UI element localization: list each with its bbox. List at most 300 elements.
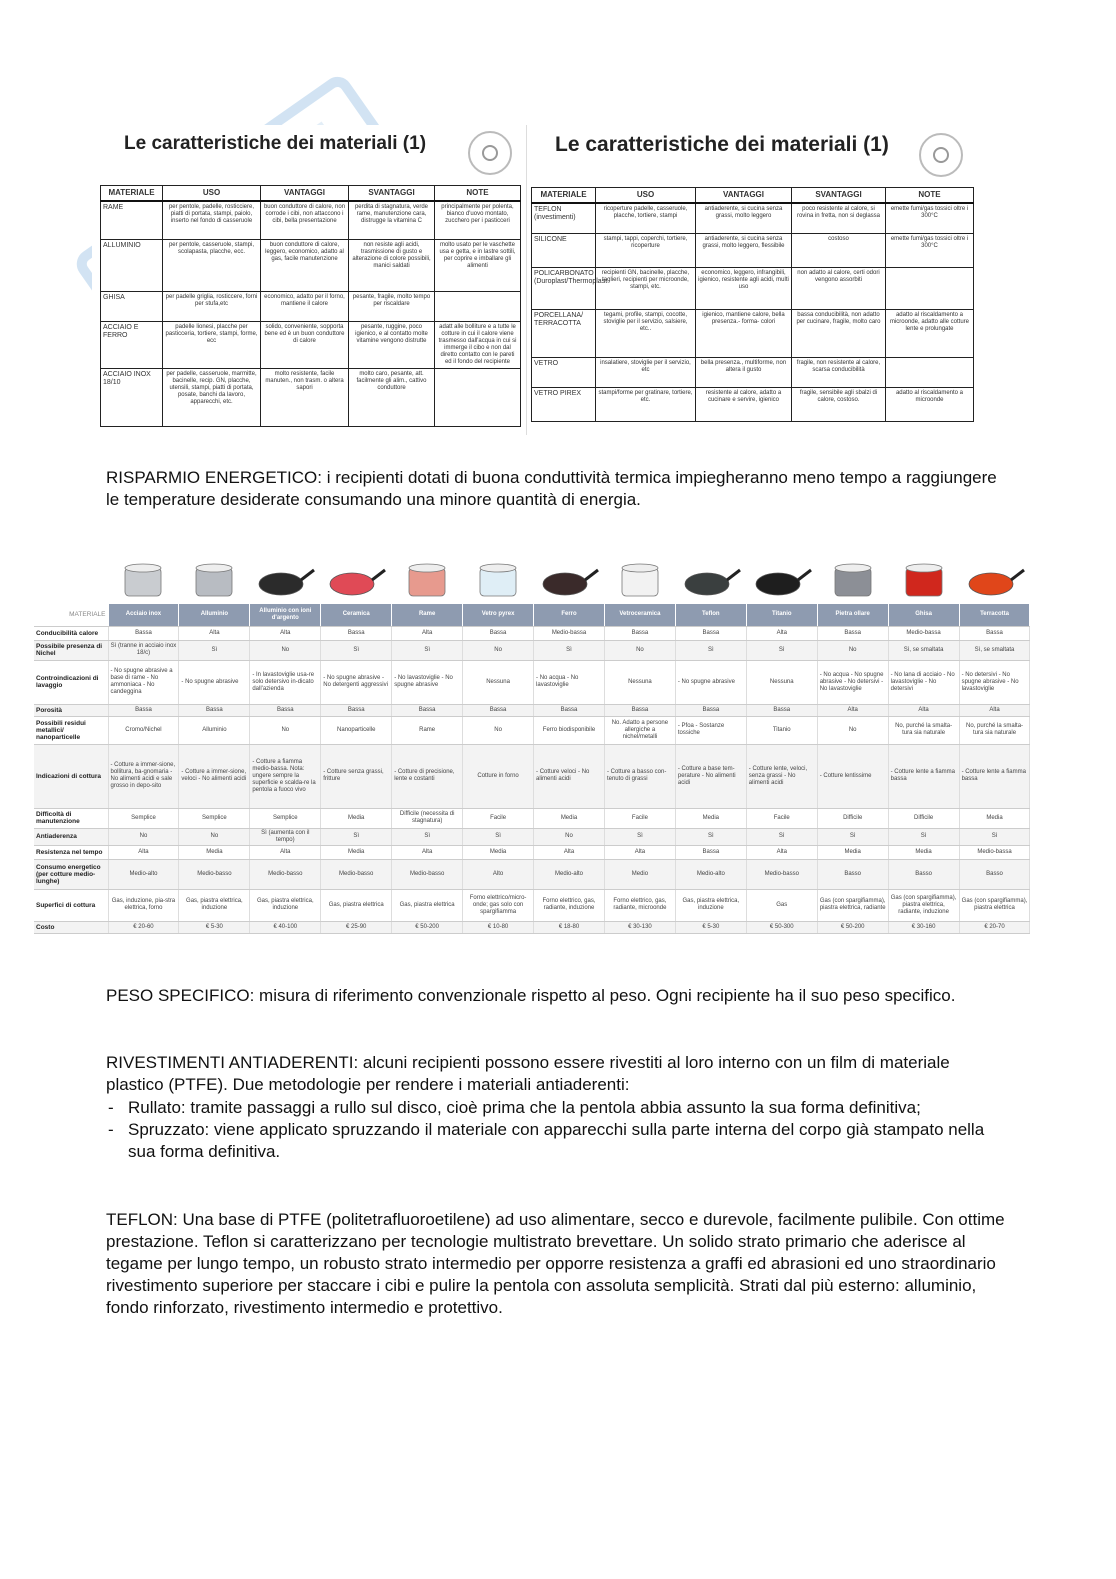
col-header: USO (596, 188, 696, 204)
table-cell: Alta (746, 845, 817, 859)
row-label: Indicazioni di cottura (34, 744, 108, 808)
material-header: Acciaio inox (108, 604, 179, 626)
table-cell: Bassa (179, 704, 250, 716)
row-label: Conducibilità calore (34, 626, 108, 640)
table-cell: Media (959, 808, 1030, 828)
table-cell: - Cotture a immer-sione, veloci - No alimenti acidi (179, 744, 250, 808)
table-cell: Sì (959, 828, 1030, 845)
table-cell: € 50-300 (746, 921, 817, 933)
table-cell: per padelle griglia, rosticcere, forni per stufa,etc (163, 291, 261, 321)
table-cell: - No spugne abrasive (675, 660, 746, 704)
table-cell: adatto al riscaldamento a microonde (886, 387, 974, 421)
table-cell: ricoperture padelle, casseruole, placche, tortiere, stampi (596, 203, 696, 233)
table-cell: Basso (888, 859, 959, 889)
table-cell: Bassa (321, 704, 392, 716)
col-header: NOTE (435, 186, 521, 202)
table-cell: No (534, 828, 605, 845)
table-cell: Sì (888, 828, 959, 845)
table-cell: No, purché la smalta-tura sia naturale (888, 716, 959, 744)
table-cell: fragile, sensibile agli sbalzi di calore, costoso. (792, 387, 886, 421)
table-cell: No (463, 716, 534, 744)
pot-image-icon (681, 554, 741, 600)
table-cell: resistente al calore, adatto a cucinare e servire, igienico (696, 387, 792, 421)
table-cell: Gas, piastra elettrica, induzione (179, 889, 250, 921)
table-cell: Sì (604, 828, 675, 845)
table-cell: - Cotture lente, veloci, senza grassi - No alimenti acidi (746, 744, 817, 808)
table-cell: adatt alle bolliture e a tutte le cotture in cui il calore viene trasmesso dall'acqua in cui si immerge il cibo e non dal diretto contatto con le pareti ed il fondo del recipiente (435, 321, 521, 368)
table-cell: Sì (534, 640, 605, 660)
table-row (532, 233, 974, 267)
table-cell: Alta (534, 845, 605, 859)
table-cell: Alta (604, 845, 675, 859)
table-cell: Alta (959, 704, 1030, 716)
material-header: Vetro pyrex (463, 604, 534, 626)
table-cell: per pentole, casseruole, stampi, scolapasta, placche, ecc. (163, 239, 261, 291)
table-cell: Alta (179, 626, 250, 640)
material-header: Terracotta (959, 604, 1030, 626)
table-cell: bella presenza., multiforme, non altera il gusto (696, 357, 792, 387)
table-cell: Bassa (463, 626, 534, 640)
row-label: Resistenza nel tempo (34, 845, 108, 859)
paragraph-rivestimenti-antiaderenti: RIVESTIMENTI ANTIADERENTI: alcuni recipienti possono essere rivestiti al loro interno con un film di materiale plastico (PTFE). Due metodologie per rendere i materiali antiaderenti: (106, 1053, 950, 1094)
material-label: MATERIALE (34, 604, 108, 626)
table-cell (435, 291, 521, 321)
table-cell: Bassa (675, 704, 746, 716)
materials-header-row (34, 604, 1030, 626)
table-cell: Difficile (necessita di stagnatura) (392, 808, 463, 828)
table-cell: Alta (250, 626, 321, 640)
table-row (101, 368, 521, 426)
table-cell: pesante, ruggine, poco igienico, e al contatto molte vitamine vengono distrutte (349, 321, 435, 368)
material-header: Ferro (534, 604, 605, 626)
material-cell: POLICARBONATO (Duroplast/Thermoplast (532, 267, 596, 309)
table-cell: insalatiere, stoviglie per il servizio, etc (596, 357, 696, 387)
list-item: - Spruzzato: viene applicato spruzzando il materiale con apparecchi sulla parte interna del corpo già stampato nella sua forma definitiva. (106, 1119, 1016, 1163)
pots-row (34, 548, 1030, 604)
table-cell: Titanio (746, 716, 817, 744)
table-cell: non resiste agli acidi, trasmissione di gusto e alterazione di colore possibili, manici saldati (349, 239, 435, 291)
table-row (532, 387, 974, 421)
table-cell: Media (321, 845, 392, 859)
materials-table-right (531, 187, 974, 422)
table-cell: € 30-130 (604, 921, 675, 933)
table-cell: No (817, 716, 888, 744)
table-cell: Gas (con spargifiamma), piastra elettrica, radiante, induzione (888, 889, 959, 921)
table-cell: economico, leggero, infrangibili, igienico, resistente agli acidi, multi uso (696, 267, 792, 309)
table-cell: - Cotture senza grassi, fritture (321, 744, 392, 808)
table-cell: pesante, fragile, molto tempo per riscaldare (349, 291, 435, 321)
table-cell: - In lavastoviglie usa-re solo detersivo in-dicato dall'azienda (250, 660, 321, 704)
table-cell: Gas, piastra elettrica (392, 889, 463, 921)
table-cell: Gas, induzione, pia-stra elettrica, forno (108, 889, 179, 921)
table-cell: Sì (746, 828, 817, 845)
table-cell: € 25-90 (321, 921, 392, 933)
paragraph-teflon: TEFLON: Una base di PTFE (politetrafluoroetilene) ad uso alimentare, secco e durevole, facilmente pulibile. Con ottime prestazione. Teflon si caratterizzano per tecnologie multistrato brevettare. Un solido strato primario che aderisce al tegame per lungo tempo, un robusto strato intermedio per opporre resistenza a graffi ed abrasioni ed uno straordinario rivestimento superiore per staccare i cibi e pulire la pentola con assoluta semplicità. Strati dal più esterno: alluminio, fondo rinforzato, rivestimento intermedio e protettivo. (106, 1210, 1005, 1317)
material-header: Vetroceramica (604, 604, 675, 626)
table-cell: perdita di stagnatura, verde rame, manutenzione cara, distrugge la vitamina C (349, 201, 435, 239)
pot-image-icon (539, 554, 599, 600)
col-header: SVANTAGGI (349, 186, 435, 202)
comparison-table (34, 548, 1030, 962)
table-cell: antiaderente, si cucina senza grassi, molto leggero (696, 203, 792, 233)
slide-left-title: Le caratteristiche dei materiali (1) (124, 133, 427, 154)
table-cell: Alta (108, 845, 179, 859)
table-cell: Ferro biodisponibile (534, 716, 605, 744)
table-cell: Nanoparticelle (321, 716, 392, 744)
table-cell: molto caro, pesante, att. facilmente gli alim., cattivo conduttore (349, 368, 435, 426)
table-cell: molto resistente, facile manuten., non trasm. o altera sapori (261, 368, 349, 426)
material-cell: ALLUMINIO (101, 239, 163, 291)
table-cell: Gas, piastra elettrica (321, 889, 392, 921)
table-cell: tegami, profile, stampi, cocotte, stoviglie per il servizio, salsiere, etc.. (596, 309, 696, 357)
table-cell: costoso (792, 233, 886, 267)
slide-right-title: Le caratteristiche dei materiali (1) (555, 133, 889, 156)
table-cell: Rame (392, 716, 463, 744)
table-cell: € 5-30 (179, 921, 250, 933)
col-header: MATERIALE (101, 186, 163, 202)
table-cell: Media (179, 845, 250, 859)
table-cell: stampi, tappi, coperchi, tortiere, ricoperture (596, 233, 696, 267)
table-cell: stampi/forme per gratinare, tortiere, etc. (596, 387, 696, 421)
table-row (34, 704, 1030, 716)
table-cell: € 50-200 (817, 921, 888, 933)
table-cell: Alta (250, 845, 321, 859)
table-cell: Difficile (817, 808, 888, 828)
table-cell: Bassa (321, 626, 392, 640)
table-cell: Semplice (250, 808, 321, 828)
pot-image-icon (113, 554, 173, 600)
table-cell: Medio-alto (675, 859, 746, 889)
pot-image-icon (610, 554, 670, 600)
table-cell: principalmente per polenta, bianco d'uovo montato, zucchero per i pasticceri (435, 201, 521, 239)
table-cell: - Cotture a basso con-tenuto di grassi (604, 744, 675, 808)
table-cell: emette fumi/gas tossici oltre i 300°C (886, 203, 974, 233)
table-cell: Gas (con spargifiamma), piastra elettrica (959, 889, 1030, 921)
seal-logo-icon (468, 131, 512, 175)
table-row (532, 357, 974, 387)
table-row (532, 203, 974, 233)
table-cell: Media (817, 845, 888, 859)
table-row (34, 845, 1030, 859)
table-cell: antiaderente, si cucina senza grassi, molto leggero, flessibile (696, 233, 792, 267)
table-cell: Facile (463, 808, 534, 828)
table-cell: Medio-basso (392, 859, 463, 889)
table-cell: - No lana di acciaio - No lavastoviglie - No detersivi (888, 660, 959, 704)
table-row (101, 321, 521, 368)
table-cell: Bassa (817, 626, 888, 640)
material-header: Rame (392, 604, 463, 626)
table-cell: Media (321, 808, 392, 828)
table-cell: No (463, 640, 534, 660)
table-row (34, 640, 1030, 660)
table-cell: per pentole, padelle, rosticciere, piatti di portata, stampi, paiolo, inserto nel fondo di casseruole (163, 201, 261, 239)
table-cell: Nessuna (463, 660, 534, 704)
table-row (34, 808, 1030, 828)
table-cell (435, 368, 521, 426)
table-cell: Bassa (746, 704, 817, 716)
material-cell: ACCIAIO INOX 18/10 (101, 368, 163, 426)
table-cell: Sì, se smaltata (888, 640, 959, 660)
table-row (34, 828, 1030, 845)
table-cell: No (250, 716, 321, 744)
table-cell: Difficile (888, 808, 959, 828)
table-cell: Media (534, 808, 605, 828)
table-cell: Sì (tranne in acciaio inox 18/c) (108, 640, 179, 660)
row-label: Difficoltà di manutenzione (34, 808, 108, 828)
table-cell: - No acqua - No lavastoviglie (534, 660, 605, 704)
table-cell: Alta (888, 704, 959, 716)
row-label: Consumo energetico (per cotture medio-lunghe) (34, 859, 108, 889)
row-label: Antiaderenza (34, 828, 108, 845)
rivestimenti-methods-list (106, 1097, 1016, 1163)
table-cell: Sì (463, 828, 534, 845)
table-cell: igienico, mantiene calore, bella presenza.- forma- colori (696, 309, 792, 357)
material-cell: SILICONE (532, 233, 596, 267)
table-cell: fragile, non resistente al calore, scarsa conducibilità (792, 357, 886, 387)
table-cell: € 30-160 (888, 921, 959, 933)
row-label: Porosità (34, 704, 108, 716)
table-cell: - Cotture a base tem-perature - No alimenti acidi (675, 744, 746, 808)
table-cell: Bassa (675, 626, 746, 640)
table-cell: Sì (321, 828, 392, 845)
table-cell: Alta (392, 626, 463, 640)
table-cell: - Cotture a immer-sione, bollitura, ba-gnomaria - No alimenti acidi e sale grosso in depo-sito (108, 744, 179, 808)
table-cell: - No spugne abrasive - No detergenti aggressivi (321, 660, 392, 704)
col-header: MATERIALE (532, 188, 596, 204)
table-cell: Medio-bassa (888, 626, 959, 640)
table-cell: Bassa (534, 704, 605, 716)
material-cell: VETRO PIREX (532, 387, 596, 421)
material-cell: TEFLON (investimenti) (532, 203, 596, 233)
material-header: Titanio (746, 604, 817, 626)
table-cell: Basso (817, 859, 888, 889)
table-cell: Bassa (463, 704, 534, 716)
table-cell: Media (888, 845, 959, 859)
row-label: Possibili residui metallici/ nanoparticelle (34, 716, 108, 744)
table-cell: Bassa (392, 704, 463, 716)
pot-image-icon (752, 554, 812, 600)
table-row (101, 291, 521, 321)
table-cell: molto usato per le vaschette usa e getta, e in lastre sottili, per coprire e imballare gli alimenti (435, 239, 521, 291)
table-cell: No (179, 828, 250, 845)
table-cell: Sì (392, 640, 463, 660)
table-cell: Bassa (108, 626, 179, 640)
table-cell: € 20-70 (959, 921, 1030, 933)
table-cell: Facile (746, 808, 817, 828)
pot-image-icon (894, 554, 954, 600)
table-cell: Sì (817, 828, 888, 845)
table-cell: Bassa (604, 704, 675, 716)
table-cell: Medio-bassa (959, 845, 1030, 859)
table-cell: Bassa (675, 845, 746, 859)
table-cell: Bassa (108, 704, 179, 716)
table-cell: Gas (con spargifiamma), piastra elettrica, radiante (817, 889, 888, 921)
table-cell: € 5-30 (675, 921, 746, 933)
table-row (34, 716, 1030, 744)
material-header: Ceramica (321, 604, 392, 626)
list-item: - Rullato: tramite passaggi a rullo sul disco, cioè prima che la pentola abbia assunto la sua forma definitiva; (106, 1097, 1016, 1119)
table-row (532, 267, 974, 309)
table-cell: Sì (675, 828, 746, 845)
pot-image-icon (468, 554, 528, 600)
table-cell: Basso (959, 859, 1030, 889)
table-row (532, 309, 974, 357)
table-cell (886, 267, 974, 309)
table-cell: buon conduttore di calore, non corrode i cibi, non attaccono i cibi, bella presentazione (261, 201, 349, 239)
table-cell: Alta (817, 704, 888, 716)
table-cell: Medio-basso (746, 859, 817, 889)
table-row (34, 626, 1030, 640)
table-cell: Medio-basso (321, 859, 392, 889)
table-cell: - No spugne abrasive (179, 660, 250, 704)
table-cell: - Cotture lente a fiamma bassa (888, 744, 959, 808)
table-row (34, 660, 1030, 704)
table-cell: Semplice (108, 808, 179, 828)
table-cell: Bassa (959, 626, 1030, 640)
pot-image-icon (823, 554, 883, 600)
materials-table-left (100, 185, 521, 427)
table-cell: Medio-bassa (534, 626, 605, 640)
table-cell: No (604, 640, 675, 660)
table-cell: € 50-200 (392, 921, 463, 933)
table-cell: Gas, piastra elettrica, induzione (675, 889, 746, 921)
table-cell: adatto al riscaldamento a microonde, adatto alle cotture lente e prolungate (886, 309, 974, 357)
table-cell: economico, adatto per il forno, mantiene il calore (261, 291, 349, 321)
material-header: Alluminio con ioni d'argento (250, 604, 321, 626)
table-cell: No (108, 828, 179, 845)
table-cell: Sì (392, 828, 463, 845)
table-cell: Sì (aumenta con il tempo) (250, 828, 321, 845)
table-row (101, 201, 521, 239)
table-cell: - Cotture a fiamma medio-bassa. Nota: ungere sempre la superficie e scalda-re la pentola a fuoco vivo (250, 744, 321, 808)
table-cell: Forno elettrico, gas, radiante, induzione (534, 889, 605, 921)
table-cell: Cromo/Nichel (108, 716, 179, 744)
row-label: Superfici di cottura (34, 889, 108, 921)
table-cell: - Cotture veloci - No alimenti acidi (534, 744, 605, 808)
table-cell: Medio (604, 859, 675, 889)
table-cell: Medio-alto (534, 859, 605, 889)
table-cell: Gas (746, 889, 817, 921)
paragraph-risparmio-energetico: RISPARMIO ENERGETICO: i recipienti dotati di buona conduttività termica impiegheranno meno tempo a raggiungere le temperature desiderate consumando una minore quantità di energia. (106, 468, 997, 509)
pot-image-icon (255, 554, 315, 600)
table-cell: No. Adatto a persone allergiche a nichel/metalli (604, 716, 675, 744)
material-cell: ACCIAIO E FERRO (101, 321, 163, 368)
table-cell: Sì (179, 640, 250, 660)
table-cell: € 18-80 (534, 921, 605, 933)
table-cell: Facile (604, 808, 675, 828)
material-header: Teflon (675, 604, 746, 626)
table-cell: - No acqua - No spugne abrasive - No detersivi - No lavastoviglie (817, 660, 888, 704)
table-cell: Forno elettrico, gas, radiante, microonde (604, 889, 675, 921)
table-cell: Nessuna (604, 660, 675, 704)
table-cell: Alta (746, 626, 817, 640)
table-cell: Semplice (179, 808, 250, 828)
table-cell: Alta (392, 845, 463, 859)
pot-image-icon (965, 554, 1025, 600)
table-cell: - No detersivi - No spugne abrasive - No lavastoviglie (959, 660, 1030, 704)
table-cell: Medio-basso (179, 859, 250, 889)
table-cell: Sì (746, 640, 817, 660)
material-cell: VETRO (532, 357, 596, 387)
col-header: VANTAGGI (261, 186, 349, 202)
col-header: USO (163, 186, 261, 202)
row-label: Possibile presenza di Nichel (34, 640, 108, 660)
table-cell: No (817, 640, 888, 660)
table-cell: Medio-alto (108, 859, 179, 889)
col-header: SVANTAGGI (792, 188, 886, 204)
table-row (34, 889, 1030, 921)
material-header: Pietra ollare (817, 604, 888, 626)
pot-image-icon (326, 554, 386, 600)
table-cell: Media (675, 808, 746, 828)
seal-logo-icon (919, 133, 963, 177)
table-cell: per padelle, casseruole, marmitte, bacinelle, recip. GN, placche, utensili, stampi, piatti di portata, posate, banchi da lavoro, apparecchi, etc. (163, 368, 261, 426)
table-cell: Sì (675, 640, 746, 660)
table-cell: Bassa (604, 626, 675, 640)
table-cell: € 40-100 (250, 921, 321, 933)
table-cell: Alto (463, 859, 534, 889)
table-cell: Sì (321, 640, 392, 660)
table-cell: Gas, piastra elettrica, induzione (250, 889, 321, 921)
table-cell: Medio-basso (250, 859, 321, 889)
table-cell: - Cotture di precisione, lente e costanti (392, 744, 463, 808)
table-cell: Media (463, 845, 534, 859)
slide-right (526, 125, 977, 435)
row-label: Costo (34, 921, 108, 933)
table-cell: buon conduttore di calore, leggero, economico, adatto al gas, facile manutenzione (261, 239, 349, 291)
material-header: Ghisa (888, 604, 959, 626)
pot-image-icon (397, 554, 457, 600)
table-cell: Sì, se smaltata (959, 640, 1030, 660)
table-cell: Alluminio (179, 716, 250, 744)
table-cell: Forno elettrico/micro-onde; gas solo con spargifiamma (463, 889, 534, 921)
table-cell: - Cotture lentissime (817, 744, 888, 808)
material-header: Alluminio (179, 604, 250, 626)
table-cell: - Pfoa - Sostanze tossiche (675, 716, 746, 744)
col-header: NOTE (886, 188, 974, 204)
table-row (34, 859, 1030, 889)
material-cell: PORCELLANA/ TERRACOTTA (532, 309, 596, 357)
table-cell: non adatto al calore, certi odori vengono assorbiti (792, 267, 886, 309)
table-cell: € 10-80 (463, 921, 534, 933)
material-cell: RAME (101, 201, 163, 239)
row-label: Controindicazioni di lavaggio (34, 660, 108, 704)
slide-left (92, 125, 522, 435)
paragraph-peso-specifico: PESO SPECIFICO: misura di riferimento convenzionale rispetto al peso. Ogni recipiente ha il suo peso specifico. (106, 986, 956, 1005)
table-cell (886, 357, 974, 387)
table-cell: No (250, 640, 321, 660)
table-cell: solido, conveniente, sopporta bene ed è un buon conduttore di calore (261, 321, 349, 368)
table-cell: No, purché la smalta-tura sia naturale (959, 716, 1030, 744)
material-cell: GHISA (101, 291, 163, 321)
table-cell: - Cotture lente a fiamma bassa (959, 744, 1030, 808)
table-cell: bassa conducibilità, non adatto per cucinare, fragile, molto caro (792, 309, 886, 357)
table-row (34, 744, 1030, 808)
table-cell: Cotture in forno (463, 744, 534, 808)
table-cell: - No lavastoviglie - No spugne abrasive (392, 660, 463, 704)
col-header: VANTAGGI (696, 188, 792, 204)
table-row (101, 239, 521, 291)
table-cell: poco resistente al calore, si rovina in fretta, non si deglassa (792, 203, 886, 233)
table-cell: € 20-60 (108, 921, 179, 933)
table-cell: emette fumi/gas tossici oltre i 300°C (886, 233, 974, 267)
table-cell: - No spugne abrasive a base di rame - No ammoniaca - No candeggina (108, 660, 179, 704)
table-row (34, 921, 1030, 933)
table-cell: Bassa (250, 704, 321, 716)
pot-image-icon (184, 554, 244, 600)
table-cell: recipienti GN, bacinelle, placche, taglieri, recipienti per microonde, stampi, etc. (596, 267, 696, 309)
table-cell: Nessuna (746, 660, 817, 704)
